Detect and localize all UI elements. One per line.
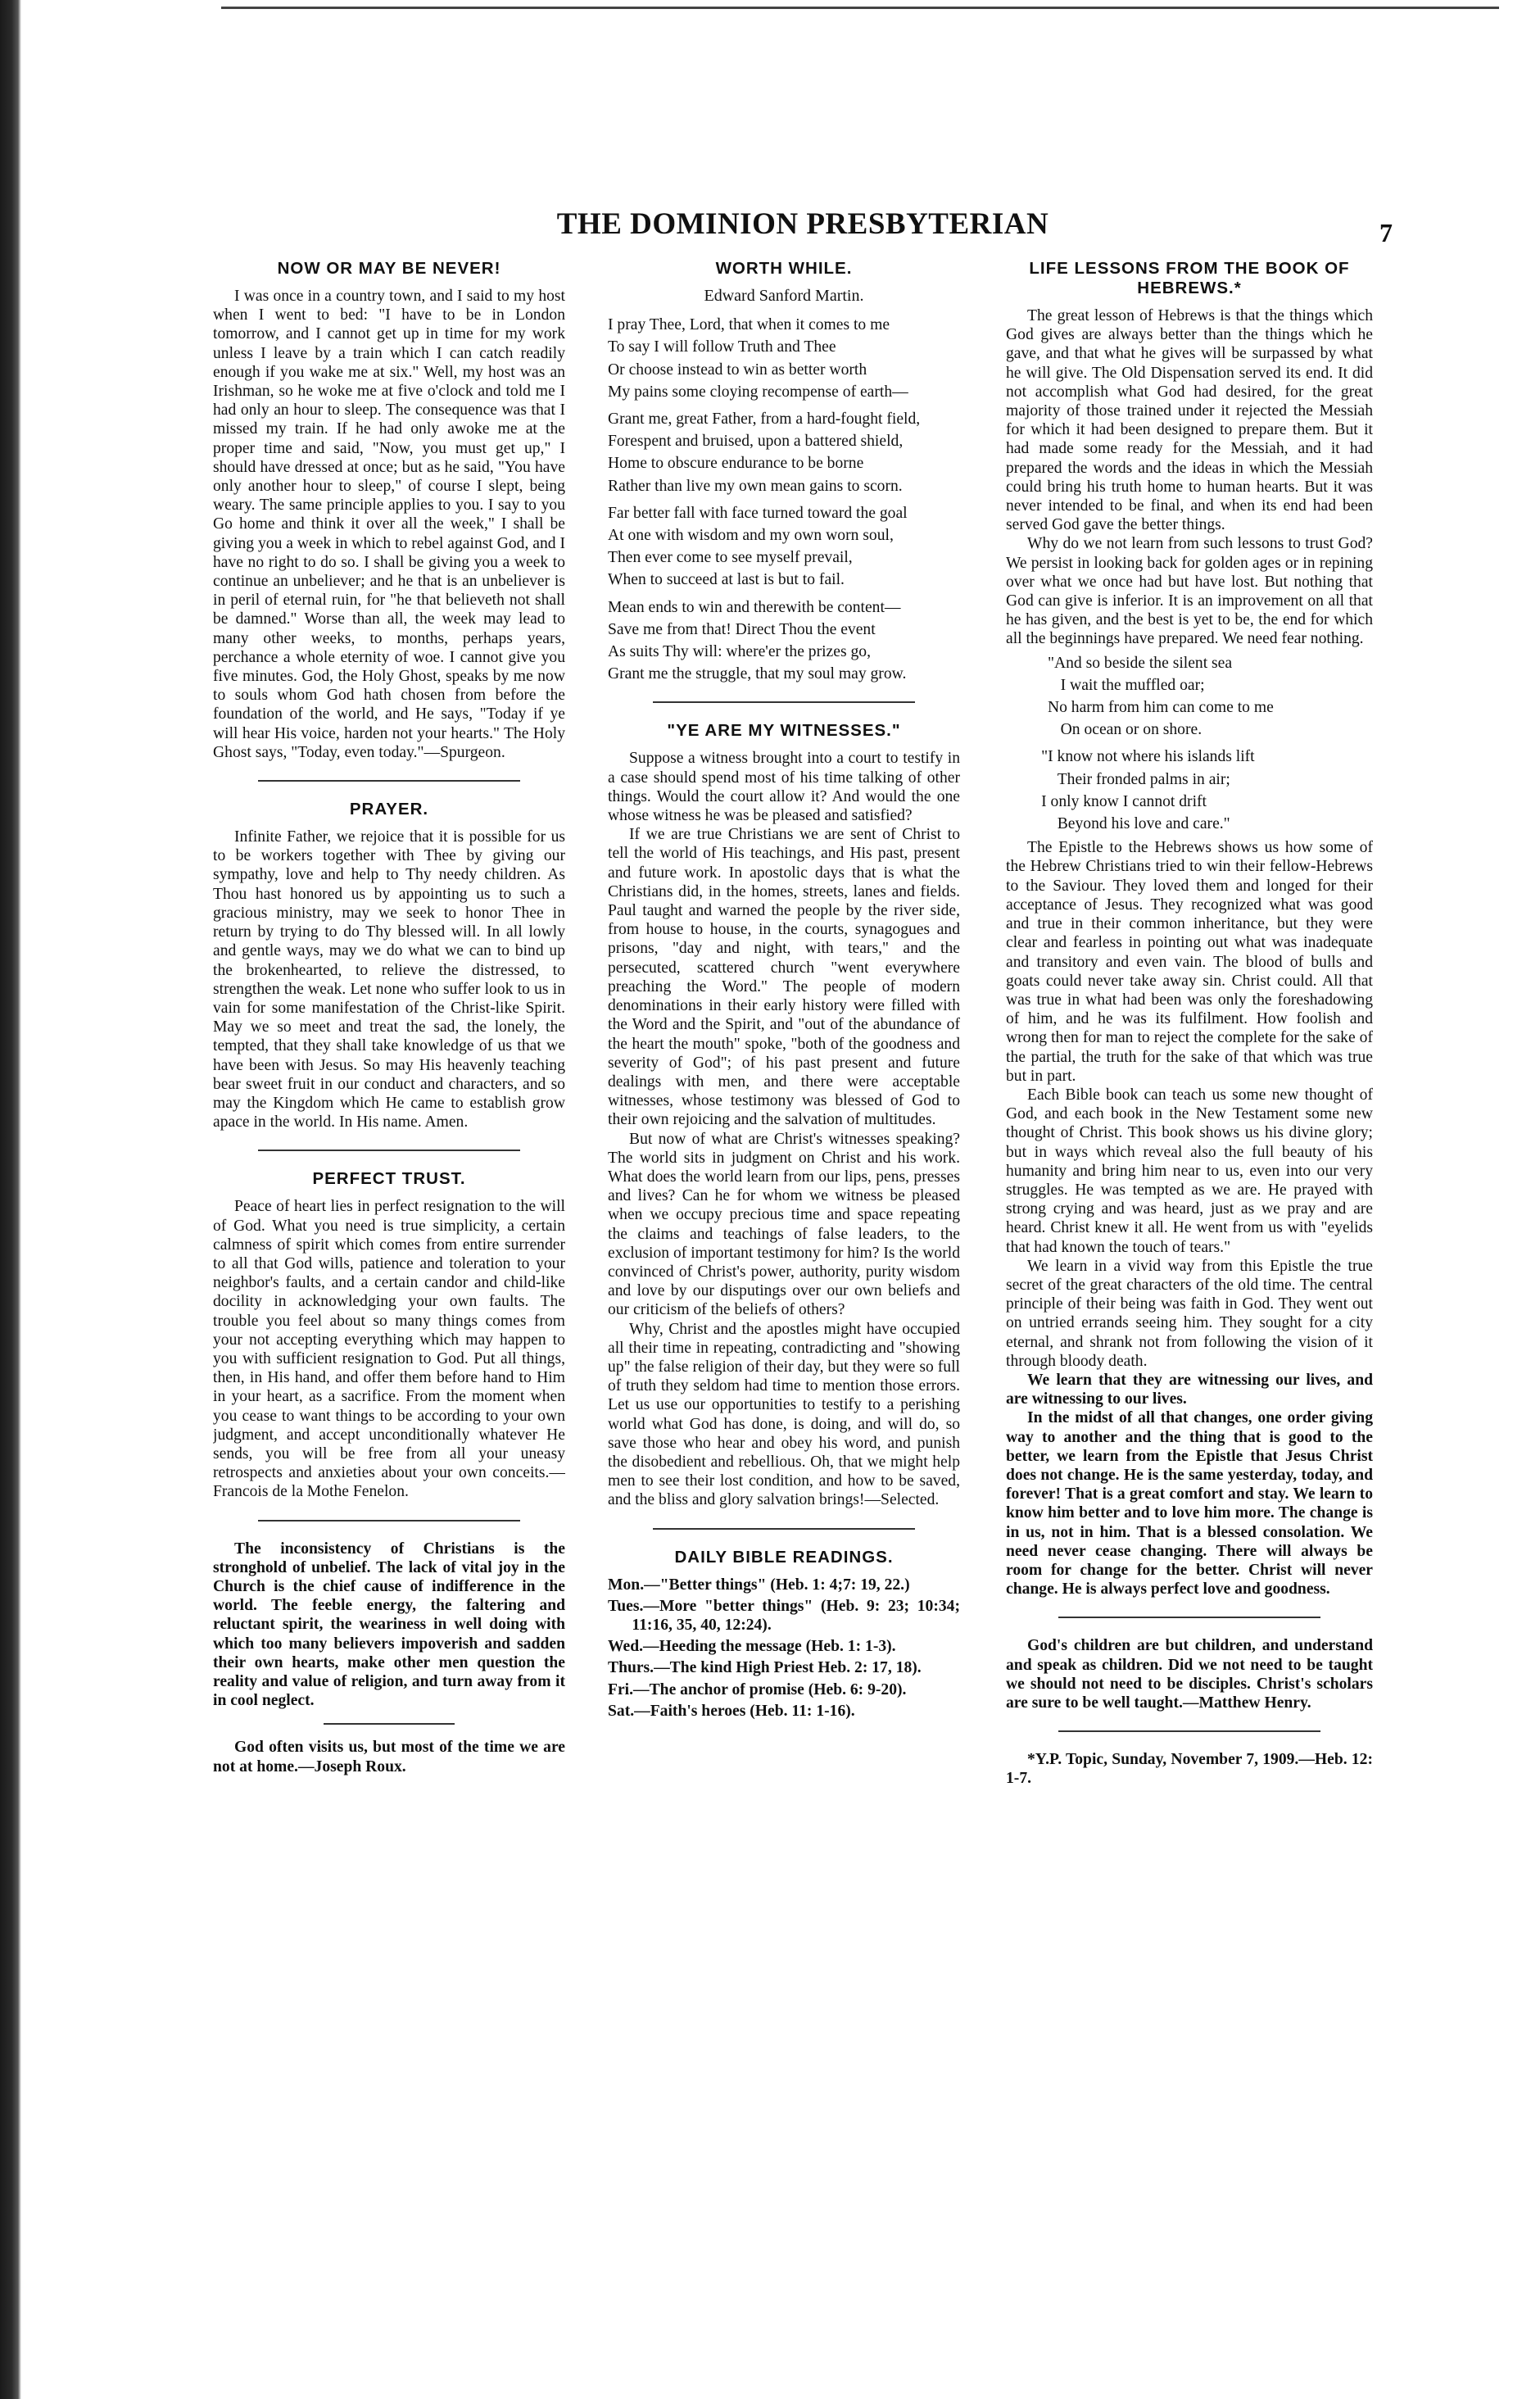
article-paragraph: Why do we not learn from such lessons to trust God? We persist in looking back for golden ages or in repining over what we once had but have lost. But nothing that God can give is inferior. It is an improvement on all that he has given, and the best is yet to be, the end for which all the beginnings have prepared. We need fear nothing. (1006, 535, 1373, 648)
article-title-perfect-trust: PERFECT TRUST. (312, 1169, 466, 1189)
poem-line: As suits Thy will: where'er the prizes go, (608, 643, 871, 661)
article-title-life-lessons: LIFE LESSONS FROM THE BOOK OF HEBREWS.* (1029, 259, 1350, 297)
article-body-god-visits: God often visits us, but most of the time we are not at home.—Joseph Roux. (213, 1739, 565, 1775)
article-paragraph: In the midst of all that changes, one order giving way to another and the thing that is good to the better, we learn from the Epistle that Jesus Christ does not change. He is the same yesterday, today, and forever! That is a great comfort and stay. We learn to know him better and to love him more. The change is in us, not in him. That is a blessed consolation. We need never cease changing. There will always be room for change for the better. Christ will never change. He is always perfect love and goodness. (1006, 1409, 1373, 1599)
divider (258, 780, 520, 782)
article-paragraph: The Epistle to the Hebrews shows us how some of the Hebrew Christians tried to win their fellow-Hebrews to the Saviour. They loved them and longed for their acceptance of Jesus. They recognized what was good and true in their common inheritance, but they were clear and fearless in pointing out what was inadequate and transitory and even vain. The blood of bulls and goats could never take away sin. Christ could. All that was true in what had been was only the foreshadowing of him, and he was its fulfilment. How foolish and wrong then for man to reject the complete for the sake of the partial, the truth for the sake of that which was true but in part. (1006, 839, 1373, 1085)
article-paragraph: We learn in a vivid way from this Epistle the true secret of the great characters of the old time. The central principle of their being was faith in God. They went out on untried errands seeing him. They sought for a city eternal, and shrank not from following the vision of it through bloody death. (1006, 1257, 1373, 1370)
reading-item: Thurs.—The kind High Priest Heb. 2: 17, 18). (608, 1659, 922, 1677)
reading-item: Wed.—Heeding the message (Heb. 1: 1-3). (608, 1638, 896, 1656)
column-middle (608, 254, 960, 2368)
article-paragraph: Suppose a witness brought into a court to testify in a case should spend most of his time talking of other things. Would the court allow it? And would the one whose witness he was be pleased and satisfied? (608, 750, 960, 825)
divider (258, 1150, 520, 1151)
divider (1058, 1617, 1320, 1618)
reading-item: Sat.—Faith's heroes (Heb. 11: 1-16). (608, 1702, 855, 1720)
poem-line: I pray Thee, Lord, that when it comes to me (608, 316, 890, 334)
poem-line: At one with wisdom and my own worn soul, (608, 527, 894, 545)
publication-title: THE DOMINION PRESBYTERIAN (556, 207, 1049, 241)
divider (653, 1528, 915, 1530)
poem-line: Rather than live my own mean gains to scorn. (608, 477, 903, 495)
article-paragraph: The great lesson of Hebrews is that the things which God gives are always better than the things which he gave, and that what he gives will be surpassed by what he will give. The Old Dispensation served its end. It did not accomplish what God had desired, for the great majority of those trained under it rejected the Messiah for which it had been designed to prepare them. But it had made some ready for the Messiah, and it had prepared the words and the ideas in which the Messiah could bring his truth home to human hearts. But it was never intended to be final, and when its end had been served God gave the better things. (1006, 307, 1373, 534)
quoted-verse (1006, 654, 1373, 740)
article-paragraph: Why, Christ and the apostles might have occupied all their time in repeating, contradicting and "showing up" the false religion of their day, but they were so full of truth they seldom had time to mention those errors. Let us use our opportunities to testify to a perishing world what God has done, is doing, and will do, so save those who hear and obey his word, and punish the disobedient and rebellious. Oh, that we might help men to see their lost condition, and how to be saved, and the bliss and glory salvation brings!—Selected. (608, 1320, 960, 1509)
poem-title-worth-while: WORTH WHILE. (715, 259, 853, 278)
article-paragraph: Each Bible book can teach us some new thought of God, and each book in the New Testament some new thought of Christ. This book shows us his divine glory; but in ways which reveal also the full beauty of his humanity and bring him near to us, even into our very struggles. He was tempted as we are. He prayed with strong crying and was heard, just as we pray and are heard. Christ knew it all. He went from us with "eyelids that had known the touch of tears." (1006, 1086, 1373, 1256)
reading-item: Fri.—The anchor of promise (Heb. 6: 9-20). (608, 1680, 907, 1698)
masthead (213, 206, 1393, 246)
article-title-now-or-never: NOW OR MAY BE NEVER! (277, 259, 501, 278)
article-title-witnesses: "YE ARE MY WITNESSES." (667, 721, 901, 741)
divider (1058, 1730, 1320, 1732)
newspaper-page (213, 206, 1393, 2370)
verse-line: On ocean or on shore. (1060, 721, 1203, 739)
poem-line: My pains some cloying recompense of earth— (608, 383, 908, 401)
readings-list (608, 1576, 960, 1721)
poem-line: Mean ends to win and therewith be content— (608, 598, 901, 616)
article-body-inconsistency: The inconsistency of Christians is the stronghold of unbelief. The lack of vital joy in the Church is the chief cause of indifference in the world. The feeble energy, the faltering and reluctant spirit, the weariness in well doing with which too many believers impoverish and sadden their own hearts, make other men question the reality and value of religion, and turn away from it in cool neglect. (213, 1540, 565, 1710)
poem-line: Then ever come to see myself prevail, (608, 549, 853, 567)
reading-item: Tues.—More "better things" (Heb. 9: 23; 10:34; 11:16, 35, 40, 12:24). (608, 1597, 960, 1634)
article-paragraph: We learn that they are witnessing our lives, and are witnessing to our lives. (1006, 1371, 1373, 1408)
verse-line: No harm from him can come to me (1047, 699, 1274, 717)
scan-binding-edge (0, 0, 21, 2399)
column-left (213, 254, 565, 2368)
article-body-perfect-trust: Peace of heart lies in perfect resignation to the will of God. What you need is true simplicity, a certain calmness of spirit which comes from entire surrender to all that God wills, patience and toleration to your neighbor's faults, and a certain candor and child-like docility in acknowledging your own faults. The trouble you feel about so many things comes from your not accepting everything which may happen to you with sufficient resignation to God. Put all things, then, in His hand, and offer them before hand to Him in your heart, as a sacrifice. From the moment when you cease to want things to be according to your own judgment, and accept unconditionally whatever He sends, you will be free from all your uneasy retrospects and anxieties about your own conceits.—Francois de la Mothe Fenelon. (213, 1198, 565, 1501)
verse-line: Beyond his love and care." (1057, 815, 1230, 833)
quoted-verse (1006, 747, 1373, 833)
verse-line: "And so beside the silent sea (1047, 654, 1233, 672)
readings-title: DAILY BIBLE READINGS. (674, 1547, 894, 1567)
verse-line: I only know I cannot drift (1041, 792, 1207, 810)
divider-short (324, 1723, 455, 1725)
article-body-now-or-never: I was once in a country town, and I said to my host when I went to bed: "I have to be in London tomorrow, and I cannot get up in time for my work unless I leave by a train which I can catch readily enough if you wake me at six." Well, my host was an Irishman, so he woke me at five o'clock and told me I had only an hour to sleep. The consequence was that I missed my train. If he had only awoke me at the proper time and said, "Now, you must get up," I should have dressed at once; but as he said, "You have only another hour to sleep," of course I slept, being weary. The same principle applies to you. I say to you Go home and think it over all the week," I shall be giving you a week in which to rebel against God, and I have no right to do so. I shall be giving you a week to continue an unbeliever; and he that is an unbeliever is in peril of eternal ruin, for "he that believeth not shall be damned." Worse than all, the week may lead to many other weeks, to months, perhaps years, perchance a whole eternity of woe. I cannot give you five minutes. God, the Holy Ghost, speaks by me now to souls whom God hath chosen from before the foundation of the world, and He says, "Today if ye will hear His voice, harden not your hearts." The Holy Ghost says, "Today, even today."—Spurgeon. (213, 288, 565, 761)
poem-line: Save me from that! Direct Thou the event (608, 620, 876, 638)
poem-line: Grant me, great Father, from a hard-fought field, (608, 410, 921, 429)
article-paragraph: But now of what are Christ's witnesses speaking? The world sits in judgment on Christ and his work. What does the world learn from our lips, pens, presses and lives? Can he for whom we witness be pleased when we occupy precious time and space repeating the claims and teachings of false leaders, to the exclusion of important testimony for him? Is the world convinced of Christ's power, authority, purity wisdom and love by our disputings over our own beliefs and our criticism of the beliefs of others? (608, 1130, 960, 1319)
article-paragraph: If we are true Christians we are sent of Christ to tell the world of His teachings, and His past, present and future work. In apostolic days that is what the Christians did, in the homes, streets, lanes and fields. Paul taught and warned the people by the river side, from house to house, in the courts, synagogues and prisons, "day and night, with tears," and the persecuted, scattered church "went everywhere preaching the Word." The people of modern denominations in their early history were filled with the Word and the Spirit, and "out of the abundance of the heart the mouth" spoke, "both of the goodness and severity of God"; of his past present and future dealings with men, and there were acceptable witnesses, whose testimony was blessed of God to their own rejoicing and the salvation of multitudes. (608, 826, 960, 1129)
page-number: 7 (1379, 218, 1393, 247)
poem-line: Home to obscure endurance to be borne (608, 455, 864, 473)
article-body-gods-children: God's children are but children, and understand and speak as children. Did we not need to be taught we should not need to be disciples. Christ's scholars are sure to be well taught.—Matthew Henry. (1006, 1637, 1373, 1712)
verse-line: I wait the muffled oar; (1060, 676, 1205, 694)
reading-item: Mon.—"Better things" (Heb. 1: 4;7: 19, 22.) (608, 1576, 910, 1594)
top-rule (221, 7, 1499, 9)
article-title-prayer: PRAYER. (349, 800, 429, 819)
poem-author: Edward Sanford Martin. (704, 287, 864, 305)
poem-line: Or choose instead to win as better worth (608, 361, 867, 379)
verse-line: Their fronded palms in air; (1057, 770, 1230, 788)
article-body-prayer: Infinite Father, we rejoice that it is possible for us to be workers together with Thee by giving our sympathy, love and help to Thy needy children. As Thou hast honored us by appointing us to such a gracious ministry, may we seek to honor Thee in return by trying to do Thy blessed will. In all lowly and gentle ways, may we do what we can to bind up the brokenhearted, to relieve the distressed, to strengthen the weak. Let none who suffer look to us in vain for some manifestation of the Christ-like Spirit. May we so meet and treat the sad, the lonely, the tempted, that they shall take knowledge of us that we have been with Jesus. So may His heavenly teaching bear sweet fruit in our conduct and characters, and so may the Kingdom which He came to establish grow apace in the world. In His name. Amen. (213, 828, 565, 1131)
poem-line: When to succeed at last is but to fail. (608, 571, 845, 589)
divider (258, 1520, 520, 1521)
poem-line: Far better fall with face turned toward the goal (608, 504, 908, 522)
verse-line: "I know not where his islands lift (1041, 748, 1255, 766)
poem-body (608, 315, 960, 683)
poem-line: Forespent and bruised, upon a battered shield, (608, 433, 904, 451)
column-right (1006, 254, 1373, 2368)
topic-footnote: *Y.P. Topic, Sunday, November 7, 1909.—Heb. 12: 1-7. (1006, 1751, 1373, 1788)
poem-line: Grant me the struggle, that my soul may grow. (608, 665, 907, 683)
poem-line: To say I will follow Truth and Thee (608, 338, 836, 356)
divider (653, 701, 915, 703)
